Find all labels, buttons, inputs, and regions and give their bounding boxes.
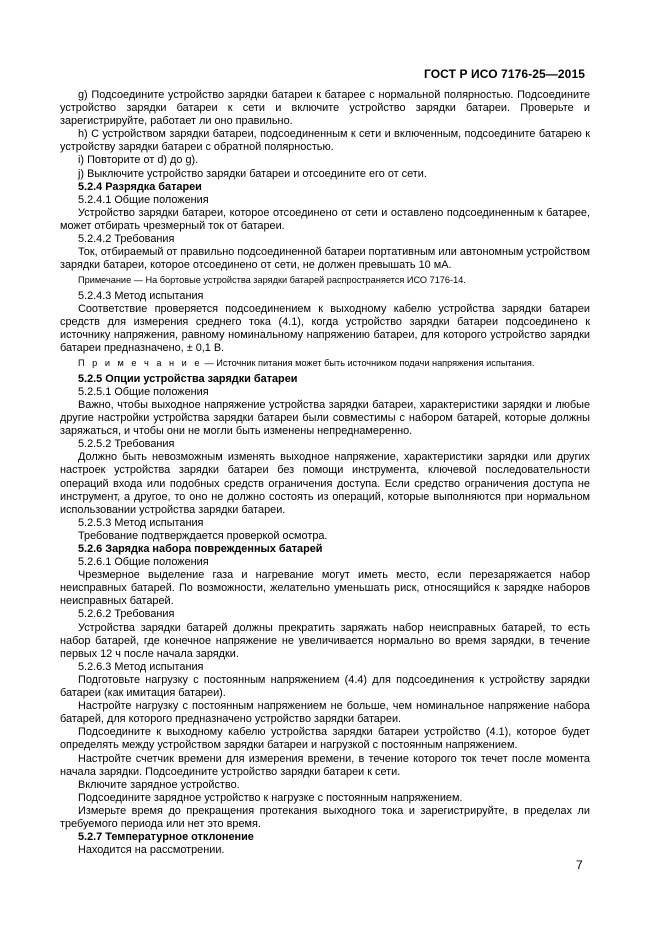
subsection-heading: 5.2.6.2 Требования	[78, 608, 175, 621]
subsection-heading: 5.2.4.3 Метод испытания	[78, 289, 204, 302]
paragraph: Соответствие проверяется подсоединением к выходному кабелю устройства зарядки батареи средств для измерения среднего тока (4.1), когда устройство зарядки батареи подсоединено к источнику напряжения, равному номинальному напряжению батареи, для которого устройство зарядки батареи предназначено, ± 0,1 В.	[60, 302, 590, 355]
page-number: 7	[576, 858, 583, 872]
note	[60, 357, 590, 370]
paragraph: Подсоедините к выходному кабелю устройства зарядки батареи устройство (4.1), которое будет определять между устройством зарядки батареи и нагрузкой с постоянным напряжением.	[60, 726, 590, 752]
paragraph: g) Подсоедините устройство зарядки батареи к батарее с нормальной полярностью. Подсоедините устройство зарядки батареи к сети и включите устройство зарядки батареи. Проверьте и зарегистрируйте, работает ли оно правильно.	[60, 89, 590, 128]
subsection-heading: 5.2.5.2 Требования	[78, 438, 175, 451]
paragraph: Чрезмерное выделение газа и нагревание могут иметь место, если перезаряжается набор неисправных батарей. По возможности, желательно уменьшать риск, относящийся к зарядке наборов неисправных батарей.	[60, 569, 590, 608]
section-heading: 5.2.7 Температурное отклонение	[78, 831, 254, 844]
subsection-heading: 5.2.5.1 Общие положения	[78, 385, 209, 398]
subsection-heading: 5.2.4.2 Требования	[78, 233, 175, 246]
paragraph: j) Выключите устройство зарядки батареи и отсоедините его от сети.	[78, 167, 427, 180]
paragraph: Устройство зарядки батареи, которое отсоединено от сети и оставлено подсоединенным к батарее, может отбирать чрезмерный ток от батареи.	[60, 206, 590, 232]
paragraph: Требование подтверждается проверкой осмотра.	[78, 529, 328, 542]
paragraph: Устройства зарядки батарей должны прекратить заряжать набор неисправных батарей, то есть набор батарей, где конечное напряжение не увеличивается нормально во время зарядки, в течение первых 12 ч после начала зарядки.	[60, 621, 590, 660]
document-code-header: ГОСТ Р ИСО 7176-25—2015	[423, 67, 585, 81]
paragraph: Важно, чтобы выходное напряжение устройства зарядки батареи, характеристики зарядки и любые другие настройки устройства зарядки батареи были совместимы с набором батарей, которые должны заряжаться, и чтобы они не могли быть изменены непреднамеренно.	[60, 398, 590, 438]
subsection-heading: 5.2.6.1 Общие положения	[78, 556, 209, 569]
paragraph: Подготовьте нагрузку с постоянным напряжением (4.4) для подсоединения к устройству зарядки батареи (как имитация батареи).	[60, 673, 590, 700]
paragraph: Ток, отбираемый от правильно подсоединенной батареи портативным или автономным устройством зарядки батареи, которое отсоединено от сети, не должен превышать 10 мА.	[60, 246, 590, 272]
note: Примечание — На бортовые устройства зарядки батарей распространяется ИСО 7176-14.	[78, 275, 466, 286]
subsection-heading: 5.2.5.3 Метод испытания	[78, 516, 204, 529]
subsection-heading: 5.2.6.3 Метод испытания	[78, 660, 204, 673]
note-label: П р и м е ч а н и е	[78, 358, 202, 369]
paragraph: Находится на рассмотрении.	[78, 844, 225, 857]
paragraph: Должно быть невозможным изменять выходное напряжение, характеристики зарядки или других настроек устройства зарядки батареи без помощи инструмента, ключевой последовательности операций входа или подобных средств ограничения доступа. Если средство ограничения доступа не инструмент, а другое, то оно не должно состоять из операций, которые выполняются при нормальном использовании устройства зарядки батареи.	[60, 451, 590, 516]
section-heading: 5.2.6 Зарядка набора поврежденных батарей	[78, 543, 323, 555]
note-text: — Источник питания может быть источником подачи напряжения испытания.	[204, 358, 535, 369]
paragraph: Измерьте время до прекращения протекания выходного тока и зарегистрируйте, в пределах ли требуемого периода или нет это время.	[60, 804, 590, 830]
paragraph: Подсоедините зарядное устройство к нагрузке с постоянным напряжением.	[78, 791, 463, 804]
paragraph: i) Повторите от d) до g).	[78, 154, 199, 167]
paragraph: Включите зарядное устройство.	[78, 778, 240, 791]
paragraph: Настройте счетчик времени для измерения времени, в течение которого ток течет после момента начала зарядки. Подсоедините устройство зарядки батареи к сети.	[60, 752, 590, 778]
section-heading: 5.2.5 Опции устройства зарядки батареи	[78, 372, 298, 385]
section-heading: 5.2.4 Разрядка батареи	[78, 180, 202, 193]
paragraph: h) С устройством зарядки батареи, подсоединенным к сети и включенным, подсоедините батарею к устройству зарядки батареи с обратной полярностью.	[60, 128, 590, 154]
subsection-heading: 5.2.4.1 Общие положения	[78, 193, 209, 206]
paragraph: Настройте нагрузку с постоянным напряжением не больше, чем номинальное напряжение набора батарей, для которого предназначено устройство зарядки батареи.	[60, 700, 590, 726]
document-body	[60, 89, 590, 857]
